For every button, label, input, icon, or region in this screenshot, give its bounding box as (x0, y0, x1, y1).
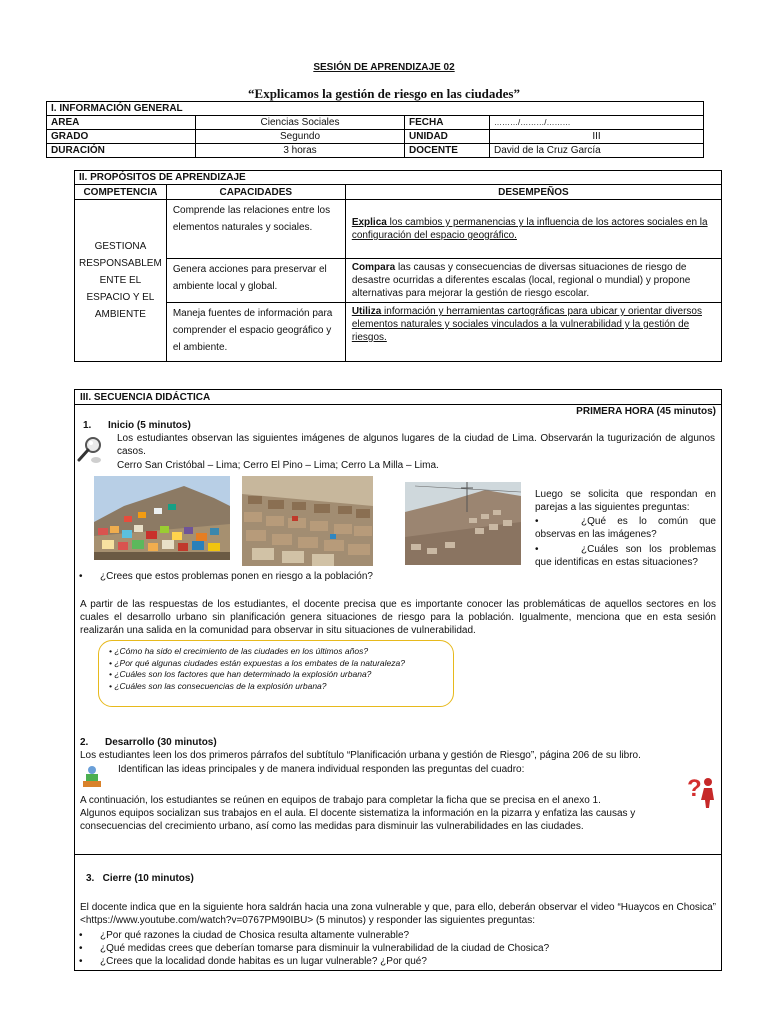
cierre-question-1: ¿Por qué razones la ciudad de Chosica resulta altamente vulnerable? (100, 930, 410, 941)
competencia-line: RESPONSABLEM (79, 258, 162, 269)
desempeno-text: información y herramientas cartográficas para ubicar y orientar diversos elementos naturales y sociales vinculados a la vulnerabilidad y la gestión de riesgos. (351, 306, 702, 343)
bullet-dot: • (79, 956, 83, 967)
cierre-paragraph: El docente indica que en la siguiente hora saldrán hacia una zona vulnerable y que, para ello, deberán observar el video “Huaycos en Chosica” <https://www.youtube.com/watch?v=0767PM90IBU> (5 minutos) y responder las siguientes preguntas: (80, 902, 716, 926)
cierre-question-2: ¿Qué medidas crees que deberían tomarse para disminuir la vulnerabilidad de la ciudad de Chosica? (100, 943, 550, 954)
desempeno-2 (345, 259, 721, 303)
sequence-header: III. SECUENCIA DIDÁCTICA (80, 392, 211, 403)
col-competencia: COMPETENCIA (75, 185, 167, 200)
bubble-question-text: ¿Cuáles son las consecuencias de la explosión urbana? (114, 680, 327, 691)
bullet-dot: • (79, 943, 83, 954)
desarrollo-line2: Identifican las ideas principales y de manera individual responden las preguntas del cuadro: (118, 764, 525, 775)
duracion-label: DURACIÓN (47, 144, 196, 158)
competencia-line: ESPACIO Y EL (86, 292, 155, 303)
book-reading-icon (80, 765, 104, 789)
questions-bubble (98, 640, 454, 707)
photo-cerro-el-pino (242, 476, 373, 566)
fecha-label: FECHA (405, 116, 490, 130)
session-subtitle: “Explicamos la gestión de riesgo en las ciudades” (248, 86, 520, 101)
table-row (47, 130, 704, 144)
capacidad-1: Comprende las relaciones entre los elementos naturales y sociales. (166, 200, 345, 259)
general-info-header: I. INFORMACIÓN GENERAL (47, 102, 704, 116)
table-row (75, 200, 722, 259)
general-info-table (46, 101, 704, 158)
fecha-value: ………/………/……… (490, 116, 704, 130)
area-label: AREA (47, 116, 196, 130)
docente-value: David de la Cruz García (490, 144, 704, 158)
cierre-question-3: ¿Crees que la localidad donde habitas es un lugar vulnerable? ¿Por qué? (100, 956, 427, 967)
table-row (47, 116, 704, 130)
photo-cerro-la-milla (405, 482, 521, 565)
desempeno-verb: Explica (351, 217, 387, 228)
duracion-value: 3 horas (196, 144, 405, 158)
cierre-heading: 3. Cierre (10 minutos) (86, 873, 194, 884)
inicio-heading: 1. Inicio (5 minutos) (83, 420, 191, 431)
bubble-question: • ¿Por qué algunas ciudades están expuestas a los embates de la naturaleza? (109, 657, 405, 668)
unidad-value: III (490, 130, 704, 144)
competencia-line: AMBIENTE (94, 309, 146, 320)
area-value: Ciencias Sociales (196, 116, 405, 130)
desarrollo-heading: 2. Desarrollo (30 minutos) (80, 737, 217, 748)
first-hour-label: PRIMERA HORA (45 minutos) (576, 406, 716, 417)
desempeno-verb: Utiliza (351, 306, 382, 317)
inicio-side-text: Luego se solicita que respondan en parejas a las siguientes preguntas: (535, 489, 716, 513)
bubble-question: • ¿Cuáles son los factores que han determinado la explosión urbana? (109, 669, 372, 679)
inicio-bullet-question: ¿Crees que estos problemas ponen en riesgo a la población? (100, 571, 373, 582)
bullet-dot: • (79, 930, 83, 941)
bubble-question-text: ¿Cómo ha sido el crecimiento de las ciudades en los últimos años? (114, 646, 369, 656)
inicio-side-q2: ¿Cuáles son los problemas que identificas en estas situaciones? (535, 544, 716, 568)
desempeno-verb: Compara (351, 262, 396, 273)
inicio-side-q1: ¿Qué es lo común que observas en las imágenes? (535, 516, 716, 540)
desarrollo-line1: Los estudiantes leen los dos primeros párrafos del subtítulo “Planificación urbana y gestión de Riesgo”, página 206 de su libro. (80, 750, 641, 761)
bubble-question: • ¿Cuáles son las consecuencias de la explosión urbana? (109, 680, 327, 691)
svg-text:?: ? (687, 775, 702, 802)
bubble-question-text: ¿Por qué algunas ciudades están expuestas a los embates de la naturaleza? (114, 657, 405, 668)
competencia-line: ENTE EL (99, 275, 142, 286)
docente-label: DOCENTE (405, 144, 490, 158)
capacidad-3: Maneja fuentes de información para comprender el espacio geográfico y el ambiente. (166, 303, 345, 362)
inicio-places: Cerro San Cristóbal – Lima; Cerro El Pino – Lima; Cerro La Milla – Lima. (117, 460, 439, 471)
purposes-header: II. PROPÓSITOS DE APRENDIZAJE (75, 171, 722, 185)
competencia-line: GESTIONA (94, 241, 147, 252)
desarrollo-line4: Algunos equipos socializan sus trabajos en el aula. El docente sistematiza la información en la pizarra y enfatiza las causas y consecuencias del crecimiento urbano, así como las medidas para disminuir las vulnerabilidades en las ciudades. (80, 808, 636, 832)
photo-cerro-san-cristobal (94, 476, 230, 560)
session-title: SESIÓN DE APRENDIZAJE 02 (313, 62, 455, 73)
table-row (47, 144, 704, 158)
magnifier-icon (76, 433, 104, 465)
bubble-question-text: ¿Cuáles son los factores que han determinado la explosión urbana? (114, 669, 372, 679)
competencia-cell (75, 200, 167, 362)
bullet-dot: • (535, 544, 539, 555)
bubble-question: • ¿Cómo ha sido el crecimiento de las ciudades en los últimos años? (109, 646, 369, 656)
col-capacidades: CAPACIDADES (166, 185, 345, 200)
desarrollo-line3: A continuación, los estudiantes se reúnen en equipos de trabajo para completar la ficha que se precisa en el anexo 1. (80, 795, 601, 806)
desempeno-text: las causas y consecuencias de diversas situaciones de riesgo de desastre ocurridas a diferentes escalas (local, regional o mundial) y propone alternativas para mejorar la gestión de riesgo escolar. (351, 262, 691, 299)
desempeno-3 (345, 303, 721, 362)
bullet-dot: • (535, 516, 539, 527)
capacidad-2: Genera acciones para preservar el ambiente local y global. (166, 259, 345, 303)
purposes-table (74, 170, 722, 362)
grado-label: GRADO (47, 130, 196, 144)
desempeno-1 (345, 200, 721, 259)
grado-value: Segundo (196, 130, 405, 144)
unidad-label: UNIDAD (405, 130, 490, 144)
table-row (75, 259, 722, 303)
inicio-paragraph: A partir de las respuestas de los estudiantes, el docente precisa que es importante conocer las problemáticas de aquellos sectores en los cuales el desarrollo urbano sin planificación genera situaciones de riesgo para la población. Igualmente, menciona que en esta sesión realizarán una salida en la comunidad para observar in situ situaciones de vulnerabilidad. (80, 599, 716, 636)
bullet-dot: • (79, 571, 83, 582)
col-desempenos: DESEMPEÑOS (345, 185, 721, 200)
desempeno-text: los cambios y permanencias y la influencia de los actores sociales en la configuración del espacio geográfico. (351, 217, 708, 241)
table-header-row (75, 185, 722, 200)
table-row (75, 303, 722, 362)
inicio-intro: Los estudiantes observan las siguientes imágenes de algunos lugares de la ciudad de Lima. Observarán la tugurización de algunos casos. (117, 433, 715, 457)
divider (75, 854, 721, 855)
question-person-icon (684, 774, 718, 810)
